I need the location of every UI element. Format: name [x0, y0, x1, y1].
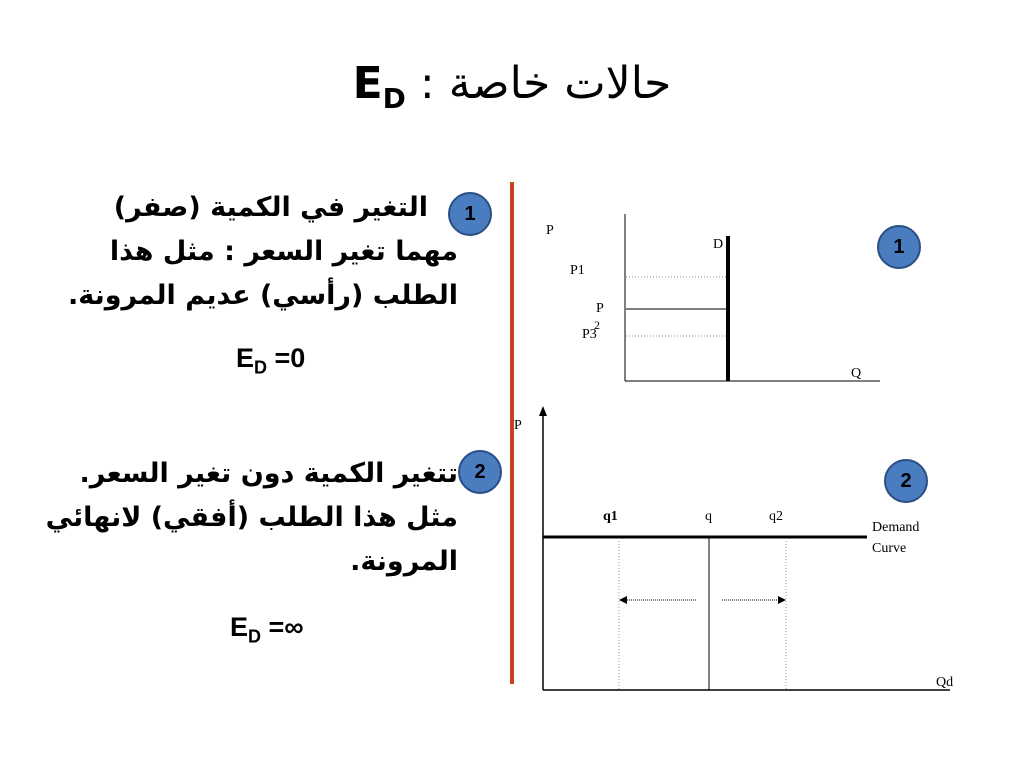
chart1-p2-label-a: P	[596, 301, 604, 316]
case1-equation: $E_D =0$	[236, 343, 306, 378]
title-ed: $E_D$	[352, 58, 406, 115]
case2-badge: 2	[458, 450, 502, 494]
chart1-p1-label: P1	[570, 263, 585, 278]
chart2-q2-label: q2	[769, 509, 783, 524]
title-text: : حالات خاصة	[405, 58, 672, 109]
chart2-curve-label-1: Demand	[872, 520, 920, 535]
case2-line-3: المرونة.	[350, 546, 458, 577]
chart2-y-label: P	[514, 418, 522, 433]
chart1-p3-label: P3	[582, 327, 597, 342]
case2-line-1: تتغير الكمية دون تغير السعر.	[79, 458, 458, 489]
chart1-curve-label: D	[713, 237, 724, 252]
case1-text	[60, 186, 458, 318]
chart2-left-arrowhead	[619, 596, 627, 604]
chart1-x-label: Q	[851, 366, 862, 381]
chart2-diagram	[505, 400, 975, 700]
case2-equation: $E_D$ =∞	[230, 612, 304, 647]
chart2-right-arrowhead	[778, 596, 786, 604]
case2-text	[40, 452, 458, 584]
chart1-badge: 1	[877, 225, 921, 269]
chart1-p2-label-b: 2	[594, 318, 600, 332]
chart2-x-label: Qd	[936, 675, 954, 690]
case1-line-3: الطلب (رأسي) عديم المرونة.	[67, 280, 458, 311]
chart1-diagram	[530, 210, 910, 390]
case1-line-2: مهما تغير السعر : مثل هذا	[109, 236, 458, 267]
slide-title	[0, 58, 1024, 115]
chart1-y-label: P	[546, 223, 554, 238]
chart2-q-label: q	[705, 509, 712, 524]
chart2-q1-label: q1	[603, 509, 618, 524]
case1-line-1: التغير في الكمية (صفر)	[113, 192, 428, 223]
chart2-badge: 2	[884, 459, 928, 503]
case1-badge: 1	[448, 192, 492, 236]
chart2-curve-label-2: Curve	[872, 541, 907, 556]
case2-line-2: مثل هذا الطلب (أفقي) لانهائي	[45, 502, 458, 533]
